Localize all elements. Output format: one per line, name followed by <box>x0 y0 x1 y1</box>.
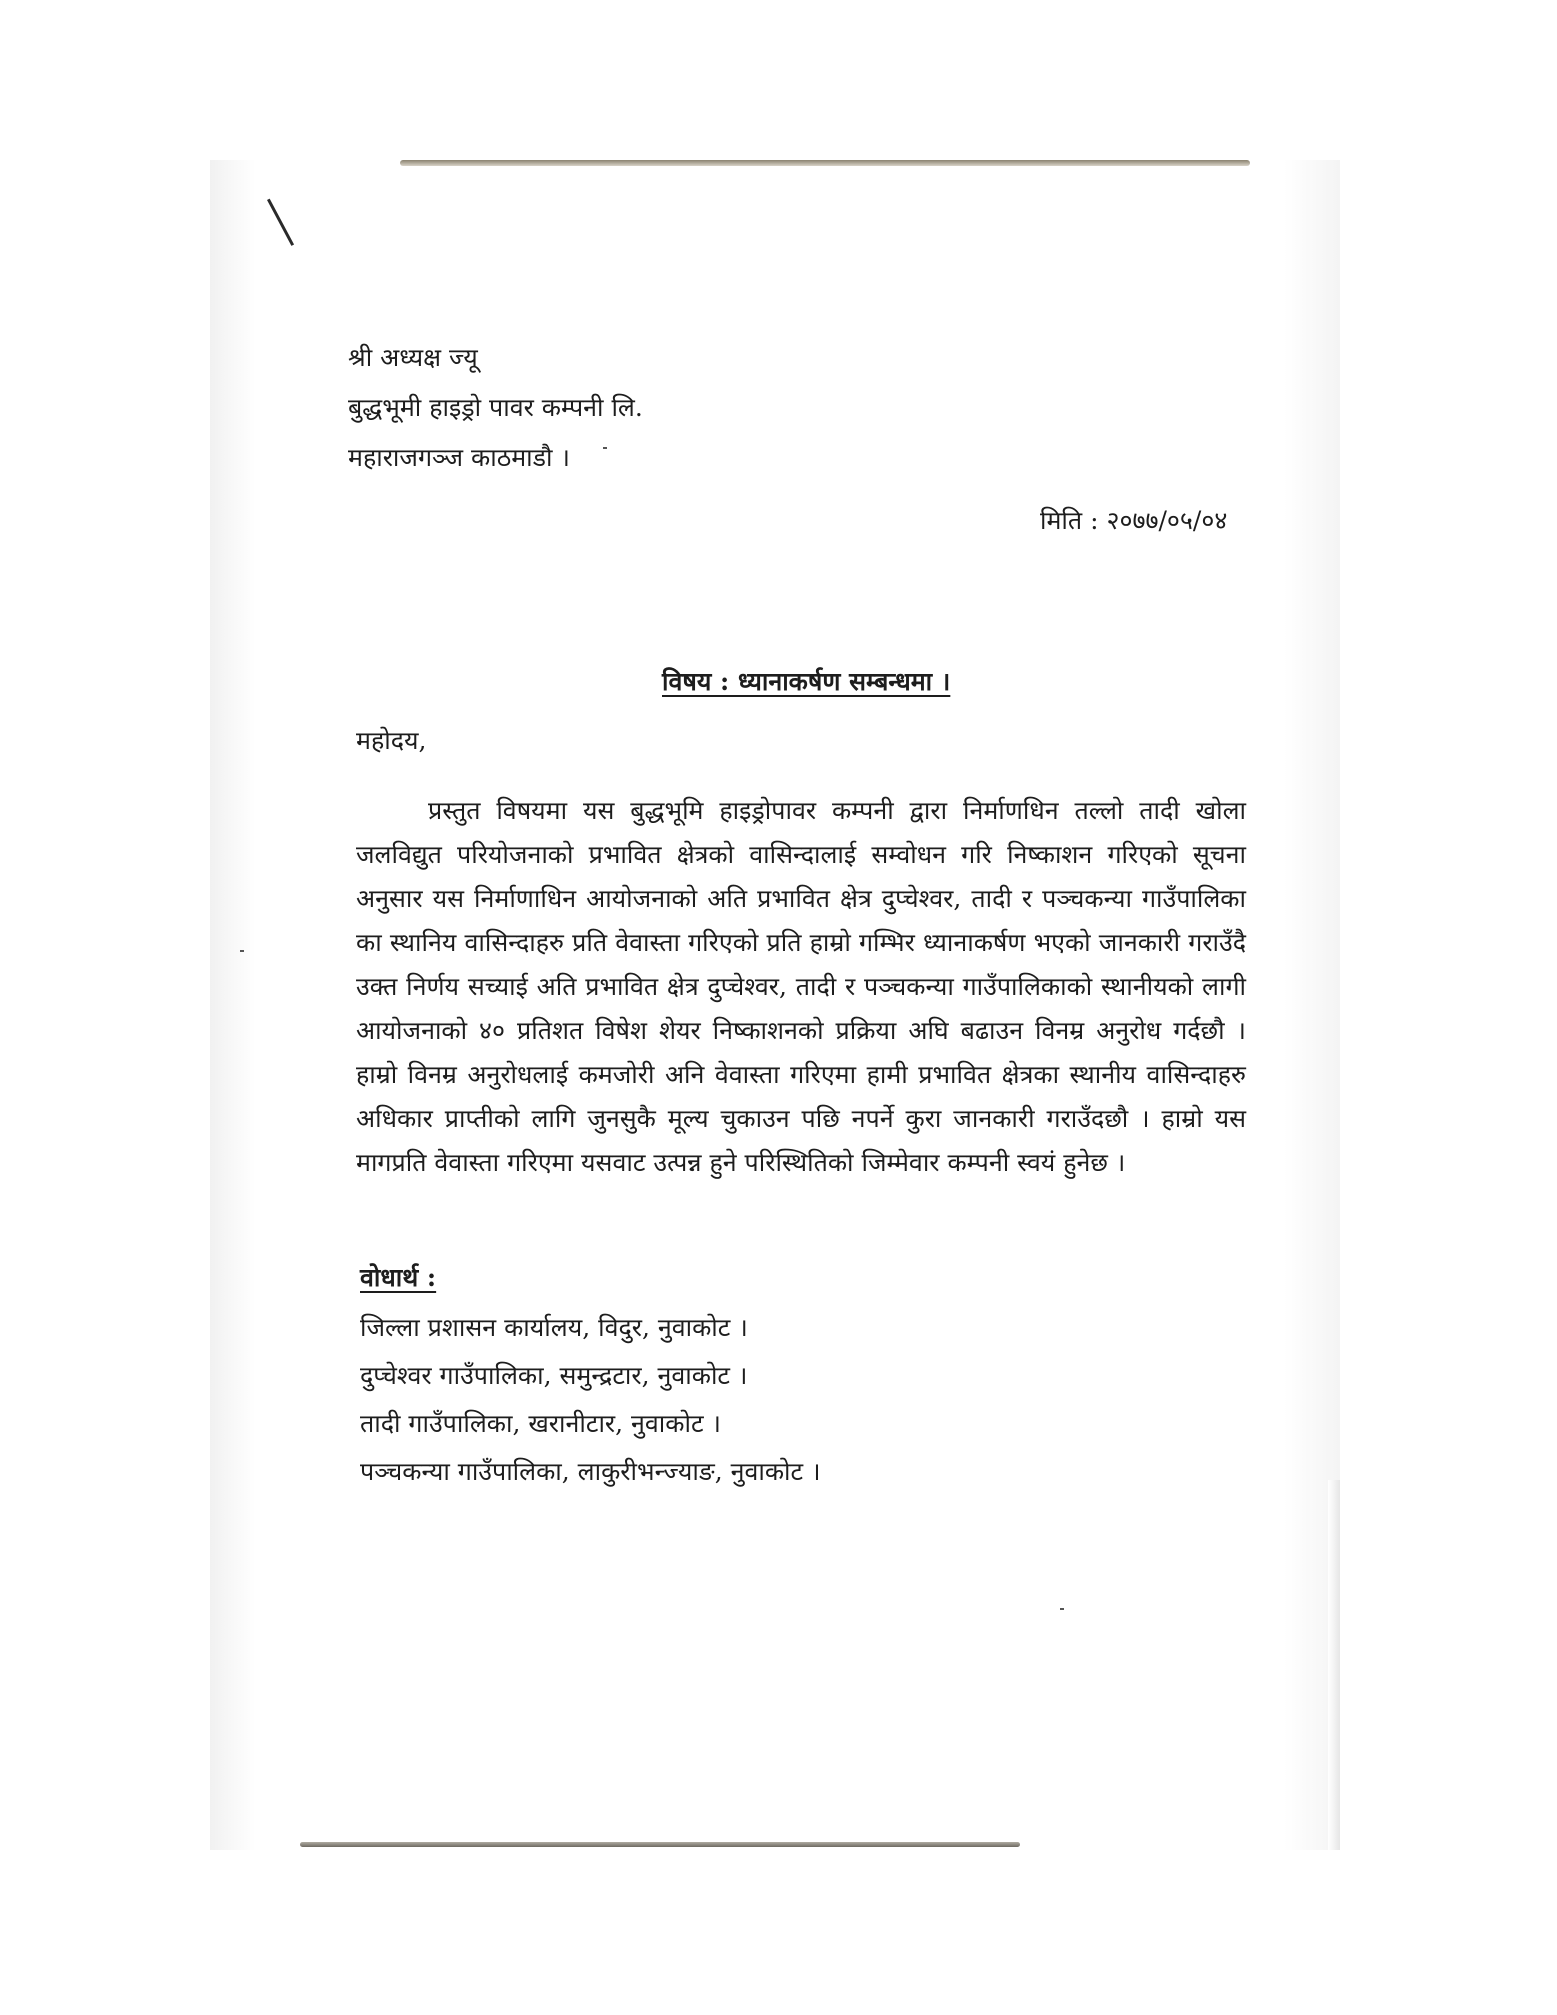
letter-subject: विषय : ध्यानाकर्षण सम्बन्धमा । <box>662 667 951 696</box>
letter-body: प्रस्तुत विषयमा यस बुद्धभूमि हाइड्रोपावर कम्पनी द्वारा निर्माणधिन तल्लो तादी खोला जलविद्युत परियोजनाको प्रभावित क्षेत्रको वासिन्दालाई सम्वोधन गरि निष्काशन गरिएको सूचना अनुसार यस निर्माणाधिन आयोजनाको अति प्रभावित क्षेत्र दुप्चेश्वर, तादी र पञ्चकन्या गाउँपालिका का स्थानिय वासिन्दाहरु प्रति वेवास्ता गरिएको प्रति हाम्रो गम्भिर ध्यानाकर्षण भएको जानकारी गराउँदै उक्त निर्णय सच्याई अति प्रभावित क्षेत्र दुप्चेश्वर, तादी र पञ्चकन्या गाउँपालिकाको स्थानीयको लागी आयोजनाको ४० प्रतिशत विषेश शेयर निष्काशनको प्रक्रिया अघि बढाउन विनम्र अनुरोध गर्दछौ । हाम्रो विनम्र अनुरोधलाई कमजोरी अनि वेवास्ता गरिएमा हामी प्रभावित क्षेत्रका स्थानीय वासिन्दाहरु अधिकार प्राप्तीको लागि जुनसुकै मूल्य चुकाउन पछि नपर्ने कुरा जानकारी गराउँदछौ । हाम्रो यस मागप्रति वेवास्ता गरिएमा यसवाट उत्पन्न हुने परिस्थितिको जिम्मेवार कम्पनी स्वयं हुनेछ । <box>356 796 1246 1177</box>
speck <box>240 950 244 952</box>
recipient-line-company: बुद्धभूमी हाइड्रो पावर कम्पनी लि. <box>348 393 643 422</box>
letter-date: मिति : २०७७/०५/०४ <box>1040 506 1228 535</box>
recipient-line-title: श्री अध्यक्ष ज्यू <box>348 343 478 372</box>
cc-item: पञ्चकन्या गाउँपालिका, लाकुरीभन्ज्याङ, नुवाकोट । <box>360 1457 821 1486</box>
recipient-line-address: महाराजगञ्ज काठमाडौ । <box>348 443 570 472</box>
speck <box>1060 1608 1064 1610</box>
page-top-edge-shadow <box>400 160 1250 166</box>
cc-heading: वोधार्थ : <box>360 1263 437 1292</box>
cc-item: तादी गाउँपालिका, खरानीटार, नुवाकोट । <box>360 1409 721 1438</box>
page-right-edge-shadow <box>1328 1480 1340 1850</box>
cc-item: दुप्चेश्वर गाउँपालिका, समुन्द्रटार, नुवाकोट । <box>360 1361 748 1390</box>
page-bottom-edge-shadow <box>300 1842 1020 1847</box>
salutation: महोदय, <box>356 726 427 755</box>
speck <box>603 447 607 449</box>
cc-item: जिल्ला प्रशासन कार्यालय, विदुर, नुवाकोट । <box>360 1313 748 1342</box>
